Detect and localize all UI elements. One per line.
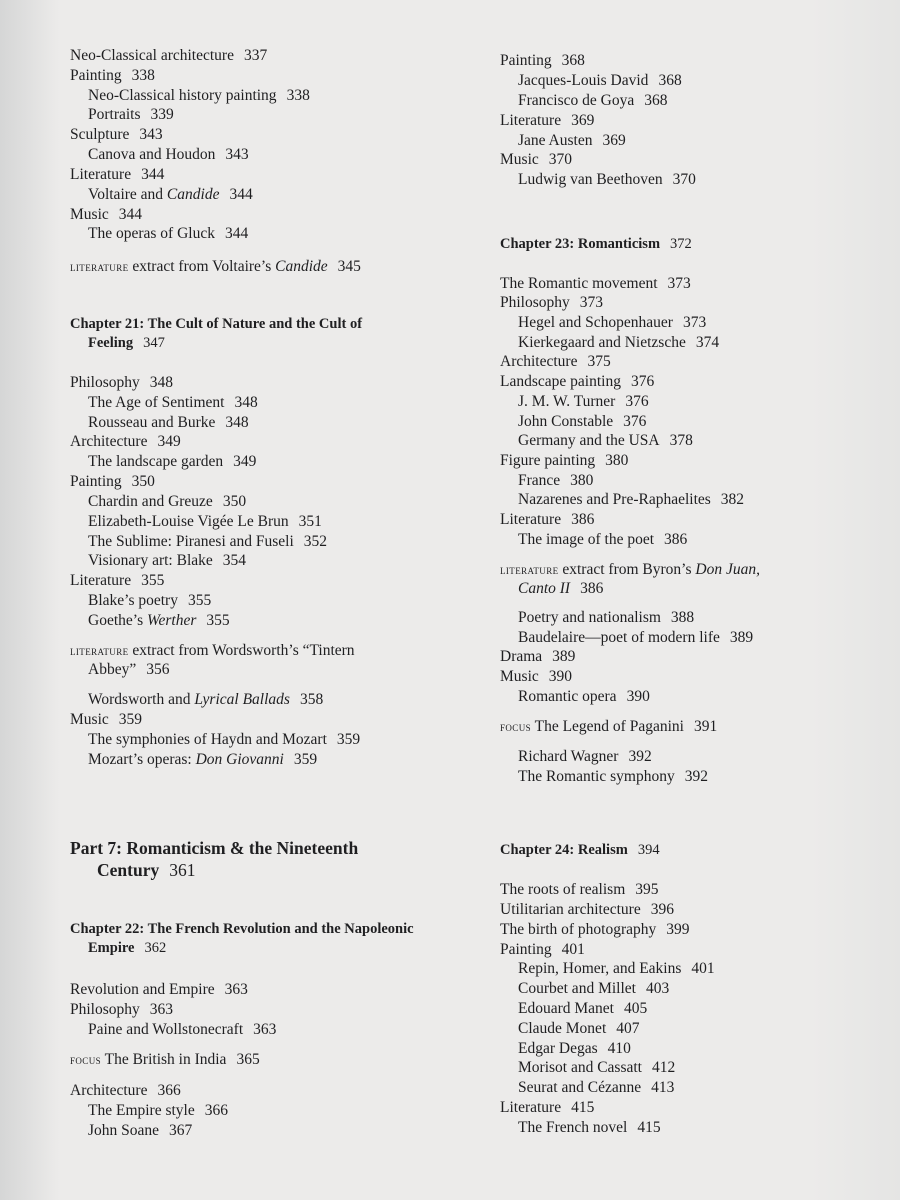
page-number: 386 [664, 531, 688, 548]
page-number: 373 [579, 294, 604, 311]
toc-extract [500, 560, 760, 598]
toc-subentry [518, 431, 693, 450]
toc-entry [500, 51, 585, 70]
entry-title: Visionary art: Blake [88, 552, 213, 569]
toc-entry [500, 150, 572, 169]
page-number: 350 [222, 493, 247, 510]
page-number: 390 [626, 688, 650, 705]
entry-title: Ludwig van Beethoven [518, 171, 663, 188]
entry-title: Blake’s poetry [88, 592, 178, 609]
page-number: 376 [630, 373, 655, 390]
chapter-heading [70, 315, 362, 353]
page-number: 395 [635, 881, 659, 898]
toc-subentry [88, 591, 211, 610]
chapter-heading [500, 841, 660, 860]
entry-title-italic: Werther [146, 612, 197, 629]
entry-title: Edgar Degas [518, 1040, 598, 1057]
toc-subentry [518, 170, 696, 189]
entry-title: Music [500, 151, 539, 168]
toc-subentry [518, 530, 687, 549]
page-number: 347 [143, 335, 165, 351]
entry-title: Jane Austen [518, 132, 593, 149]
page-number: 380 [605, 452, 629, 469]
toc-entry [500, 293, 603, 312]
toc-focus [70, 1050, 260, 1069]
page-number: 378 [669, 432, 693, 449]
literature-tag: literature [70, 643, 129, 658]
entry-title: The Sublime: Piranesi and Fuseli [88, 533, 294, 550]
toc-entry [70, 125, 163, 144]
page-number: 380 [570, 472, 594, 489]
entry-title: Neo-Classical history painting [88, 87, 277, 104]
page-number: 389 [729, 629, 754, 646]
entry-title: Elizabeth-Louise Vigée Le Brun [88, 513, 289, 530]
toc-entry [500, 510, 594, 529]
part-title-line: Part 7: Romanticism & the Nineteenth [70, 838, 359, 858]
entry-title: Drama [500, 648, 543, 665]
entry-title: Literature [70, 572, 132, 589]
toc-subentry [88, 86, 310, 105]
entry-title: Nazarenes and Pre-Raphaelites [518, 491, 711, 508]
page-number: 391 [693, 718, 718, 735]
entry-title: Richard Wagner [518, 748, 619, 765]
page-number: 365 [236, 1051, 260, 1068]
entry-title: John Constable [518, 413, 614, 430]
entry-title: Sculpture [70, 126, 130, 143]
page-number: 363 [224, 981, 248, 998]
page-number: 412 [652, 1059, 676, 1076]
toc-entry [70, 373, 173, 392]
toc-subentry [518, 767, 708, 786]
page-number: 348 [234, 394, 258, 411]
toc-subentry [88, 532, 327, 551]
toc-subentry [518, 1058, 675, 1077]
entry-title: The symphonies of Haydn and Mozart [88, 731, 327, 748]
page-number: 401 [691, 960, 715, 977]
page-number: 344 [229, 186, 253, 203]
page-number: 345 [337, 258, 361, 275]
toc-subentry [88, 690, 323, 709]
page-number: 344 [118, 206, 142, 223]
entry-title: Music [500, 668, 539, 685]
entry-title: Baudelaire—poet of modern life [518, 629, 720, 646]
entry-title: J. M. W. Turner [518, 393, 616, 410]
entry-title: Literature [500, 511, 562, 528]
entry-title: Painting [500, 941, 552, 958]
page-number: 349 [157, 433, 181, 450]
toc-entry [500, 900, 674, 919]
toc-subentry [88, 185, 253, 204]
page-number: 363 [253, 1021, 277, 1038]
page-number: 368 [644, 92, 668, 109]
page-number: 370 [672, 171, 696, 188]
entry-title: Philosophy [500, 294, 570, 311]
toc-subentry [518, 333, 719, 352]
chapter-heading [500, 235, 692, 254]
page-number: 350 [131, 473, 155, 490]
entry-title: Francisco de Goya [518, 92, 635, 109]
entry-title: The Legend of Paganini [531, 718, 684, 735]
entry-title: The Empire style [88, 1102, 195, 1119]
binding-shadow [0, 0, 60, 1200]
entry-title: France [518, 472, 561, 489]
page-number: 362 [144, 940, 167, 956]
page-number: 369 [571, 112, 595, 129]
entry-title: Philosophy [70, 374, 140, 391]
toc-subentry [88, 512, 322, 531]
page-number: 396 [650, 901, 674, 918]
entry-title: Voltaire and [88, 186, 167, 203]
toc-subentry [518, 471, 593, 490]
page-number: 351 [298, 513, 322, 530]
toc-subentry [518, 687, 650, 706]
page-number: 355 [187, 592, 212, 609]
entry-title: Figure painting [500, 452, 596, 469]
entry-title: Literature [70, 166, 132, 183]
chapter-title-line: Chapter 22: The French Revolution and the Napoleonic [70, 921, 414, 937]
page-number: 337 [243, 47, 268, 64]
entry-title-italic: Canto II [518, 580, 571, 597]
toc-subentry [88, 452, 256, 471]
page-number: 339 [150, 106, 174, 123]
page-number: 363 [149, 1001, 174, 1018]
page-number: 388 [670, 609, 695, 626]
entry-title: Architecture [70, 1082, 148, 1099]
page-number: 355 [141, 572, 165, 589]
entry-title-italic: Don Juan, [695, 561, 760, 578]
entry-title: Literature [500, 1099, 562, 1116]
page-number: 355 [206, 612, 230, 629]
part-title-line: Century [97, 860, 160, 880]
entry-title: Wordsworth and [88, 691, 195, 708]
entry-title: Claude Monet [518, 1020, 607, 1037]
entry-title-italic: Candide [166, 186, 220, 203]
page-number: 372 [670, 236, 692, 252]
entry-title: Repin, Homer, and Eakins [518, 960, 682, 977]
entry-title: Literature [500, 112, 562, 129]
page-number: 343 [225, 146, 249, 163]
toc-entry [500, 1098, 594, 1117]
toc-subentry [88, 750, 317, 769]
entry-title: Architecture [500, 353, 578, 370]
toc-subentry [518, 999, 647, 1018]
literature-tag: literature [70, 259, 129, 274]
entry-title: Landscape painting [500, 373, 621, 390]
focus-tag: focus [70, 1052, 102, 1067]
part-heading [70, 837, 358, 881]
entry-title: The Age of Sentiment [88, 394, 225, 411]
page-number: 349 [233, 453, 257, 470]
page-number: 361 [169, 860, 196, 880]
entry-title: Morisot and Cassatt [518, 1059, 642, 1076]
entry-title: The roots of realism [500, 881, 626, 898]
page-number: 368 [561, 52, 585, 69]
toc-entry [70, 472, 155, 491]
toc-subentry [518, 313, 706, 332]
toc-entry [70, 710, 142, 729]
entry-title: Music [70, 206, 109, 223]
page-number: 407 [616, 1020, 640, 1037]
entry-title: extract from Byron’s [558, 561, 696, 578]
page-number: 373 [682, 314, 707, 331]
toc-entry [500, 111, 594, 130]
toc-entry [70, 46, 267, 65]
entry-title: Architecture [70, 433, 148, 450]
toc-subentry [518, 412, 646, 431]
toc-subentry [88, 1020, 276, 1039]
toc-subentry [88, 611, 230, 630]
page-number: 394 [637, 842, 660, 858]
entry-title: The image of the poet [518, 531, 655, 548]
page-number: 356 [146, 661, 170, 678]
entry-title: Revolution and Empire [70, 981, 215, 998]
toc-entry [70, 66, 155, 85]
literature-tag: literature [500, 562, 559, 577]
toc-extract [70, 641, 355, 679]
toc-entry [70, 432, 181, 451]
toc-subentry [88, 413, 249, 432]
toc-entry [500, 920, 690, 939]
toc-focus [500, 717, 717, 736]
entry-title: Canova and Houdon [88, 146, 216, 163]
page-number: 376 [625, 393, 649, 410]
toc-subentry [88, 105, 174, 124]
entry-title: Neo-Classical architecture [70, 47, 234, 64]
entry-title: The operas of Gluck [88, 225, 215, 242]
entry-title: extract from Wordsworth’s “Tintern [128, 642, 355, 659]
toc-subentry [88, 492, 246, 511]
entry-title: Seurat and Cézanne [518, 1079, 642, 1096]
entry-title: Painting [500, 52, 552, 69]
page-number: 344 [141, 166, 165, 183]
entry-title: Painting [70, 473, 122, 490]
page-number: 358 [299, 691, 324, 708]
page-number: 352 [303, 533, 328, 550]
toc-subentry [88, 1121, 192, 1140]
entry-title: Rousseau and Burke [88, 414, 216, 431]
page-number: 366 [157, 1082, 181, 1099]
toc-entry [500, 647, 575, 666]
toc-subentry [88, 224, 248, 243]
toc-subentry [518, 71, 682, 90]
toc-entry [70, 1000, 173, 1019]
entry-title: Kierkegaard and Nietzsche [518, 334, 686, 351]
page-number: 386 [580, 580, 604, 597]
page-number: 389 [552, 648, 576, 665]
entry-title: The British in India [101, 1051, 227, 1068]
toc-subentry [88, 551, 246, 570]
entry-title: Germany and the USA [518, 432, 660, 449]
entry-title: extract from Voltaire’s [128, 258, 276, 275]
toc-subentry [518, 608, 694, 627]
chapter-title-line: Feeling [88, 335, 134, 351]
page-number: 338 [131, 67, 155, 84]
entry-title: Edouard Manet [518, 1000, 614, 1017]
page-number: 366 [204, 1102, 228, 1119]
page-number: 390 [548, 668, 572, 685]
toc-subentry [518, 392, 649, 411]
page-number: 359 [336, 731, 361, 748]
page-number: 370 [548, 151, 572, 168]
page-number: 415 [637, 1119, 661, 1136]
entry-title: Courbet and Millet [518, 980, 636, 997]
toc-subentry [88, 730, 360, 749]
toc-entry [500, 667, 572, 686]
toc-subentry [518, 490, 744, 509]
toc-subentry [518, 91, 667, 110]
page-number: 392 [684, 768, 708, 785]
chapter-title-line: Chapter 21: The Cult of Nature and the Cult of [70, 316, 363, 332]
toc-entry [70, 205, 142, 224]
page-number: 413 [651, 1079, 675, 1096]
toc-entry [500, 880, 659, 899]
toc-subentry [88, 145, 249, 164]
toc-extract [70, 257, 361, 276]
chapter-title-line: Chapter 24: Realism [500, 842, 628, 858]
entry-title: Jacques-Louis David [518, 72, 649, 89]
toc-entry [500, 372, 654, 391]
entry-title: Paine and Wollstonecraft [88, 1021, 244, 1038]
toc-subentry [518, 1078, 674, 1097]
chapter-title-line: Chapter 23: Romanticism [500, 236, 661, 252]
entry-title: Philosophy [70, 1001, 140, 1018]
page-number: 367 [169, 1122, 193, 1139]
page-number: 348 [225, 414, 249, 431]
entry-title: Mozart’s operas: [88, 751, 196, 768]
chapter-heading [70, 920, 414, 958]
toc-entry [70, 980, 248, 999]
entry-title: Romantic opera [518, 688, 617, 705]
page-number: 399 [666, 921, 690, 938]
toc-subentry [88, 1101, 228, 1120]
entry-title: Portraits [88, 106, 141, 123]
toc-subentry [518, 1118, 661, 1137]
page-number: 359 [293, 751, 318, 768]
toc-subentry [518, 747, 652, 766]
entry-title: Goethe’s [88, 612, 147, 629]
page-number: 392 [628, 748, 652, 765]
toc-entry [500, 352, 611, 371]
toc-subentry [518, 979, 669, 998]
entry-title-italic: Don Giovanni [195, 751, 284, 768]
entry-title: Utilitarian architecture [500, 901, 641, 918]
entry-title: John Soane [88, 1122, 160, 1139]
toc-subentry [518, 1039, 631, 1058]
page-number: 401 [561, 941, 585, 958]
entry-title: The birth of photography [500, 921, 657, 938]
page-number: 415 [571, 1099, 595, 1116]
entry-title: Poetry and nationalism [518, 609, 661, 626]
page-number: 403 [645, 980, 670, 997]
toc-subentry [518, 131, 626, 150]
entry-title: Painting [70, 67, 122, 84]
entry-title-italic: Lyrical Ballads [194, 691, 290, 708]
toc-entry [500, 940, 585, 959]
focus-tag: focus [500, 719, 532, 734]
entry-title: The landscape garden [88, 453, 224, 470]
entry-title: Abbey” [88, 661, 137, 678]
page-number: 410 [607, 1040, 631, 1057]
entry-title: Music [70, 711, 109, 728]
toc-subentry [88, 393, 258, 412]
page-number: 344 [224, 225, 249, 242]
toc-entry [70, 165, 164, 184]
toc-entry [70, 1081, 181, 1100]
toc-entry [70, 571, 164, 590]
chapter-title-line: Empire [88, 940, 135, 956]
page-number: 348 [149, 374, 174, 391]
page-number: 359 [118, 711, 142, 728]
page-number: 374 [695, 334, 720, 351]
page-number: 369 [602, 132, 626, 149]
entry-title: Chardin and Greuze [88, 493, 213, 510]
toc-subentry [518, 959, 715, 978]
page-number: 373 [667, 275, 691, 292]
page-number: 368 [658, 72, 682, 89]
page-number: 338 [286, 87, 310, 104]
page-number: 405 [623, 1000, 648, 1017]
page-number: 376 [623, 413, 647, 430]
entry-title: The Romantic movement [500, 275, 658, 292]
entry-title: The French novel [518, 1119, 628, 1136]
page-number: 386 [571, 511, 595, 528]
page-number: 375 [587, 353, 611, 370]
entry-title: Hegel and Schopenhauer [518, 314, 673, 331]
toc-entry [500, 274, 691, 293]
toc-subentry [518, 628, 753, 647]
entry-title: The Romantic symphony [518, 768, 675, 785]
entry-title-italic: Candide [275, 258, 328, 275]
page-number: 382 [720, 491, 745, 508]
page-number: 343 [139, 126, 163, 143]
toc-entry [500, 451, 628, 470]
toc-subentry [518, 1019, 640, 1038]
page-number: 354 [222, 552, 247, 569]
